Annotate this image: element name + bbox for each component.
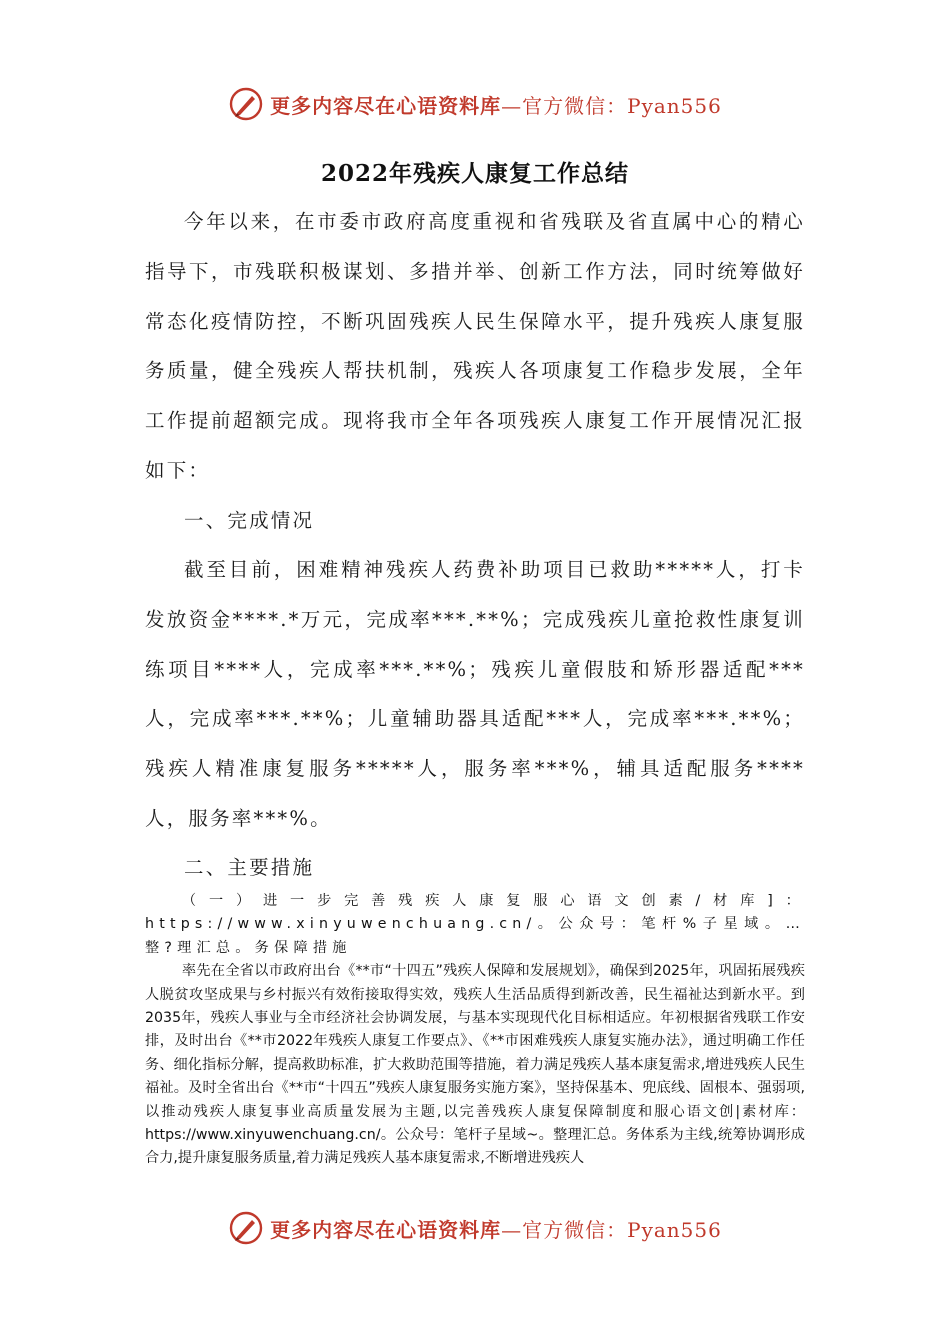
document-title: 2022年残疾人康复工作总结 bbox=[320, 160, 629, 187]
pen-logo-icon bbox=[228, 86, 264, 122]
subsection-heading: （一）进一步完善残疾人康复服心语文创素/材库]：https://www.xinyuwenchuang.cn/。公众号：笔杆%子星域。…整?理汇总。务保障措施 bbox=[145, 893, 805, 956]
footer-banner bbox=[0, 1206, 950, 1250]
banner-text: 更多内容尽在心语资料库—官方微信：Pyan556 bbox=[270, 93, 722, 118]
header-banner bbox=[0, 82, 950, 126]
intro-paragraph: 今年以来，在市委市政府高度重视和省残联及省直属中心的精心指导下，市残联积极谋划、多措并举、创新工作方法，同时统筹做好常态化疫情防控，不断巩固残疾人民生保障水平，提升残疾人康复服务质量，健全残疾人帮扶机制，残疾人各项康复工作稳步发展，全年工作提前超额完成。现将我市全年各项残疾人康复工作开展情况汇报如下： bbox=[145, 210, 805, 482]
banner-text: 更多内容尽在心语资料库—官方微信：Pyan556 bbox=[270, 1217, 722, 1242]
completion-paragraph: 截至目前，困难精神残疾人药费补助项目已救助*****人，打卡发放资金****.*万元，完成率***.**%；完成残疾儿童抢救性康复训练项目****人，完成率***.**%；残疾儿童假肢和矫形器适配***人，完成率***.**%；儿童辅助器具适配***人，完成率***.**%；残疾人精准康复服务*****人，服务率***%，辅具适配服务****人，服务率***%。 bbox=[145, 558, 805, 830]
section-heading-measures: 二、主要措施 bbox=[184, 856, 315, 879]
pen-logo-icon bbox=[228, 1210, 264, 1246]
section-heading-completion: 一、完成情况 bbox=[184, 509, 315, 532]
measures-body bbox=[145, 890, 805, 1171]
subsection-paragraph: 率先在全省以市政府出台《**市“十四五”残疾人保障和发展规划》，确保到2025年，巩固拓展残疾人脱贫攻坚成果与乡村振兴有效衔接取得实效，残疾人生活品质得到新改善，民生福祉达到新水平。到2035年，残疾人事业与全市经济社会协调发展，与基本实现现代化目标相适应。年初根据省残联工作安排，及时出台《**市2022年残疾人康复工作要点》、《**市困难残疾人康复实施办法》，通过明确工作任务、细化指标分解，提高救助标准，扩大救助范围等措施，着力满足残疾人基本康复需求,增进残疾人民生福祉。及时全省出台《**市“十四五”残疾人康复服务实施方案》，坚持保基本、兜底线、固根本、强弱项,以推动残疾人康复事业高质量发展为主题,以完善残疾人康复保障制度和服心语文创|素材库：https://www.xinyuwenchuang.cn/。公众号：笔杆子星域~。整理汇总。务体系为主线,统筹协调形成合力,提升康复服务质量,着力满足残疾人基本康复需求,不断增进残疾人 bbox=[145, 963, 805, 1167]
